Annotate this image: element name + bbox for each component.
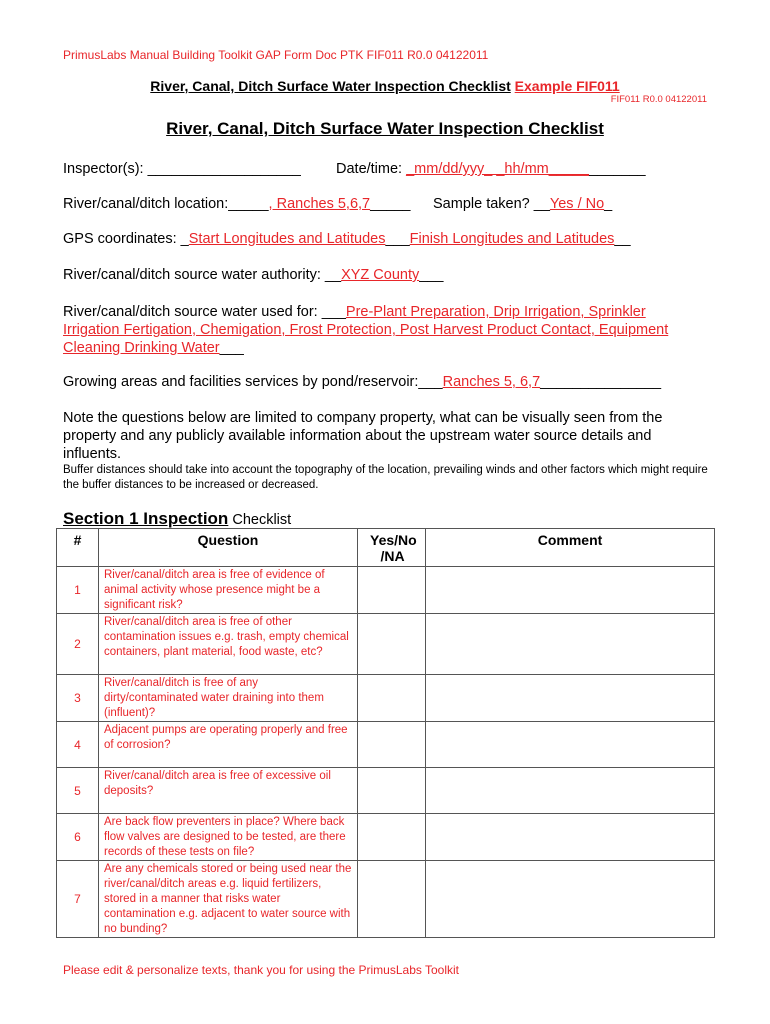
- growing-value: Ranches 5, 6,7: [442, 374, 541, 390]
- row-number: 2: [57, 614, 99, 675]
- authority-value: XYZ County: [341, 267, 420, 283]
- table-row: [57, 614, 715, 675]
- used-for-value: Pre-Plant Preparation, Drip Irrigation, Sprinkler Irrigation Fertigation, Chemigation, Frost Protection, Post Harvest Product Contact, Equipment Cleaning Drinking Water: [63, 304, 669, 356]
- location-field[interactable]: [63, 196, 410, 212]
- row-comment-cell[interactable]: [426, 861, 715, 938]
- section-title: Section 1 Inspection: [63, 509, 229, 528]
- row-comment-cell[interactable]: [426, 814, 715, 861]
- row-question: River/canal/ditch area is free of evidence of animal activity whose presence might be a significant risk?: [99, 567, 358, 614]
- sample-label: Sample taken? __: [433, 196, 550, 212]
- growing-areas-field[interactable]: [63, 374, 661, 390]
- row-question: River/canal/ditch area is free of excessive oil deposits?: [99, 768, 358, 814]
- sample-tail: _: [604, 196, 613, 212]
- growing-tail: _______________: [540, 374, 662, 390]
- row-number: 6: [57, 814, 99, 861]
- used-for-field[interactable]: [63, 303, 703, 357]
- header-comment: Comment: [426, 529, 715, 567]
- table-row: [57, 768, 715, 814]
- row-number: 1: [57, 567, 99, 614]
- gps-mid: ___: [385, 231, 410, 247]
- header-question: Question: [99, 529, 358, 567]
- header-title: [0, 78, 770, 94]
- header-yesno: Yes/No /NA: [358, 529, 426, 567]
- header-title-text: River, Canal, Ditch Surface Water Inspection Checklist: [150, 78, 511, 94]
- row-comment-cell[interactable]: [426, 768, 715, 814]
- section-heading: [63, 509, 291, 529]
- gps-field[interactable]: [63, 231, 631, 247]
- used-for-label: River/canal/ditch source water used for: ___: [63, 304, 346, 320]
- row-yesno-cell[interactable]: [358, 814, 426, 861]
- table-row: [57, 567, 715, 614]
- authority-field[interactable]: [63, 267, 443, 283]
- header-sub-reference: FIF011 R0.0 04122011: [610, 94, 707, 105]
- sample-value: Yes / No: [549, 196, 605, 212]
- datetime-tail: _______: [589, 161, 646, 177]
- location-value: , Ranches 5,6,7: [268, 196, 371, 212]
- location-label: River/canal/ditch location:_____: [63, 196, 269, 212]
- section-suffix: Checklist: [228, 512, 292, 528]
- buffer-note: Buffer distances should take into account the topography of the location, prevailing winds and other factors which might require the buffer distances to be increased or decreased.: [63, 464, 708, 491]
- row-question: Are back flow preventers in place? Where back flow valves are designed to be tested, are there records of these tests on file?: [99, 814, 358, 861]
- gps-tail: __: [614, 231, 631, 247]
- row-question: Adjacent pumps are operating properly and free of corrosion?: [99, 722, 358, 768]
- authority-label: River/canal/ditch source water authority: __: [63, 267, 342, 283]
- row-question: River/canal/ditch area is free of other contamination issues e.g. trash, empty chemical containers, plant material, food waste, etc?: [99, 614, 358, 675]
- table-row: [57, 722, 715, 768]
- authority-tail: ___: [419, 267, 444, 283]
- gps-start-value: Start Longitudes and Latitudes: [188, 231, 386, 247]
- location-tail: _____: [370, 196, 411, 212]
- gps-label: GPS coordinates: _: [63, 231, 189, 247]
- scope-note: Note the questions below are limited to company property, what can be visually seen from the property and any publicly available information about the upstream water source details and influents.: [63, 410, 663, 462]
- row-number: 4: [57, 722, 99, 768]
- row-yesno-cell[interactable]: [358, 567, 426, 614]
- row-number: 7: [57, 861, 99, 938]
- row-yesno-cell[interactable]: [358, 861, 426, 938]
- table-row: [57, 861, 715, 938]
- document-reference: PrimusLabs Manual Building Toolkit GAP Form Doc PTK FIF011 R0.0 04122011: [63, 48, 489, 62]
- row-yesno-cell[interactable]: [358, 768, 426, 814]
- datetime-value: _mm/dd/yyy_ _hh/mm_____: [406, 161, 590, 177]
- row-number: 5: [57, 768, 99, 814]
- row-comment-cell[interactable]: [426, 675, 715, 722]
- header-example-label: Example FIF011: [514, 78, 620, 94]
- page-title: River, Canal, Ditch Surface Water Inspection Checklist: [166, 119, 604, 138]
- inspector-field[interactable]: Inspector(s): ___________________: [63, 161, 301, 177]
- table-row: [57, 675, 715, 722]
- datetime-field[interactable]: [336, 161, 646, 177]
- row-comment-cell[interactable]: [426, 722, 715, 768]
- row-comment-cell[interactable]: [426, 567, 715, 614]
- row-yesno-cell[interactable]: [358, 614, 426, 675]
- row-number: 3: [57, 675, 99, 722]
- row-yesno-cell[interactable]: [358, 722, 426, 768]
- used-for-tail: ___: [219, 340, 244, 356]
- growing-label: Growing areas and facilities services by pond/reservoir:___: [63, 374, 443, 390]
- footer-note: Please edit & personalize texts, thank you for using the PrimusLabs Toolkit: [63, 963, 459, 977]
- table-row: [57, 814, 715, 861]
- sample-taken-field[interactable]: [433, 196, 612, 212]
- row-question: River/canal/ditch is free of any dirty/contaminated water draining into them (influent)?: [99, 675, 358, 722]
- header-num: #: [57, 529, 99, 567]
- row-yesno-cell[interactable]: [358, 675, 426, 722]
- gps-finish-value: Finish Longitudes and Latitudes: [409, 231, 615, 247]
- row-question: Are any chemicals stored or being used near the river/canal/ditch areas e.g. liquid fertilizers, stored in a manner that risks water contamination e.g. adjacent to water source with no bunding?: [99, 861, 358, 938]
- table-header-row: [57, 529, 715, 567]
- inspection-checklist-table: [56, 528, 715, 938]
- row-comment-cell[interactable]: [426, 614, 715, 675]
- datetime-label: Date/time:: [336, 161, 407, 177]
